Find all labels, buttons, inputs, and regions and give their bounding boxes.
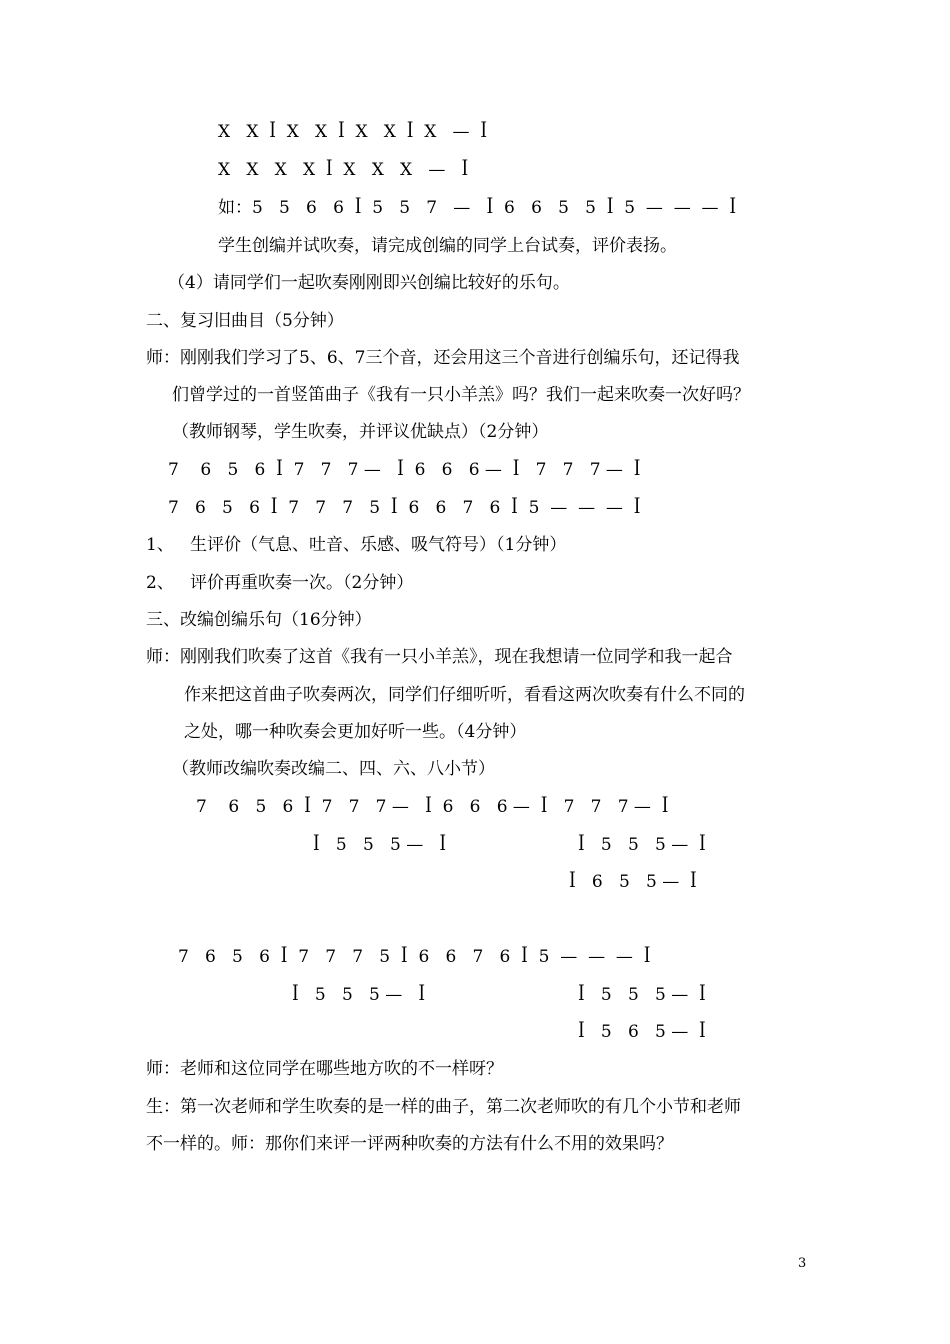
rhythm-example: 如：5 5 6 6 ꟾ 5 5 7 — ꟾ 6 6 5 5 ꟾ 5 — — — ꟾ (218, 198, 737, 218)
rhythm-line-1: X X ꟾ X X ꟾ X X ꟾ X — ꟾ (218, 122, 488, 142)
step-4: （4）请同学们一起吹奏刚刚即兴创编比较好的乐句。 (168, 273, 570, 293)
melody-line-1: 7 6 5 6 ꟾ 7 7 7 — ꟾ 6 6 6 — ꟾ 7 7 7 — ꟾ (168, 460, 641, 480)
variation-b-melody: 7 6 5 6 ꟾ 7 7 7 5 ꟾ 6 6 7 6 ꟾ 5 — — — ꟾ (178, 947, 651, 967)
section-2-teacher-1a: 师：刚刚我们学习了5、6、7三个音，还会用这三个音进行创编乐句，还记得我 (146, 348, 740, 368)
variation-a-part-2: ꟾ 5 5 5 — ꟾ (578, 835, 706, 855)
rhythm-line-2: X X X X ꟾ X X X — ꟾ (218, 160, 469, 180)
variation-b-part-2: ꟾ 5 5 5 — ꟾ (578, 985, 706, 1005)
variation-a-part-3: ꟾ 6 5 5 — ꟾ (569, 872, 697, 892)
section-3-heading: 三、改编创编乐句（16分钟） (146, 610, 372, 630)
rhythm-task: 学生创编并试吹奏，请完成创编的同学上台试奏，评价表扬。 (218, 236, 677, 256)
section-3-teacher-1c: 之处，哪一种吹奏会更加好听一些。（4分钟） (184, 722, 527, 742)
student-answer-2: 不一样的。师：那你们来评一评两种吹奏的方法有什么不用的效果吗？ (146, 1134, 673, 1154)
section-3-teacher-1a: 师：刚刚我们吹奏了这首《我有一只小羊羔》，现在我想请一位同学和我一起合 (146, 647, 733, 667)
section-2-teacher-1c: （教师钢琴，学生吹奏，并评议优缺点）（2分钟） (172, 422, 549, 442)
page-number: 3 (798, 1256, 807, 1271)
list-item-2: 2、 评价再重吹奏一次。（2分钟） (146, 573, 414, 593)
variation-a-melody: 7 6 5 6 ꟾ 7 7 7 — ꟾ 6 6 6 — ꟾ 7 7 7 — ꟾ (196, 797, 669, 817)
melody-line-2: 7 6 5 6 ꟾ 7 7 7 5 ꟾ 6 6 7 6 ꟾ 5 — — — ꟾ (168, 498, 641, 518)
student-answer-1: 生：第一次老师和学生吹奏的是一样的曲子，第二次老师吹的有几个小节和老师 (146, 1097, 741, 1117)
list-item-1: 1、 生评价（气息、吐音、乐感、吸气符号）（1分钟） (146, 535, 567, 555)
section-3-teacher-1b: 作来把这首曲子吹奏两次，同学们仔细听听，看看这两次吹奏有什么不同的 (184, 685, 745, 705)
variation-a-part-1: ꟾ 5 5 5 — ꟾ (313, 835, 447, 855)
variation-b-part-1: ꟾ 5 5 5 — ꟾ (292, 985, 426, 1005)
section-3-note: （教师改编吹奏改编二、四、六、八小节） (172, 759, 495, 779)
variation-b-part-3: ꟾ 5 6 5 — ꟾ (578, 1022, 706, 1042)
section-2-heading: 二、复习旧曲目（5分钟） (146, 311, 344, 331)
section-2-teacher-1b: 们曾学过的一首竖笛曲子《我有一只小羊羔》吗？我们一起来吹奏一次好吗？ (172, 385, 750, 405)
teacher-question: 师：老师和这位同学在哪些地方吹的不一样呀？ (146, 1059, 503, 1079)
